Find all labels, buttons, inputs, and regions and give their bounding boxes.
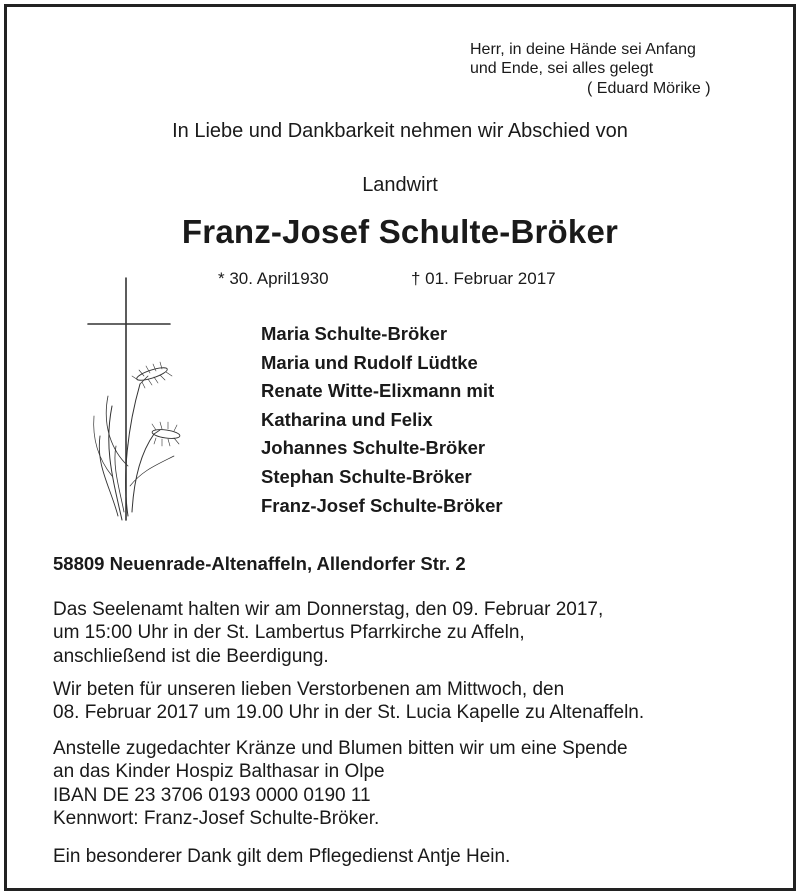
deceased-name: Franz-Josef Schulte-Bröker — [181, 213, 619, 250]
mourner-name: Renate Witte-Elixmann mit — [261, 380, 495, 402]
paragraph-line: Anstelle zugedachter Kränze und Blumen bitten wir um eine Spende — [53, 738, 628, 759]
paragraph-line: um 15:00 Uhr in der St. Lambertus Pfarrkirche zu Affeln, — [53, 622, 525, 644]
mourner-name: Maria Schulte-Bröker — [261, 323, 448, 344]
paragraph-line: anschließend ist die Beerdigung. — [53, 645, 329, 667]
intro-text: In Liebe und Dankbarkeit nehmen wir Abschied von — [172, 120, 628, 142]
death-date: † 01. Februar 2017 — [411, 269, 556, 288]
quote-author: ( Eduard Mörike ) — [587, 80, 711, 97]
paragraph-line: IBAN DE 23 3706 0193 0000 0190 11 — [53, 784, 371, 806]
mourner-name: Franz-Josef Schulte-Bröker — [261, 494, 503, 516]
mourner-name: Johannes Schulte-Bröker — [261, 437, 486, 459]
paragraph-line: 08. Februar 2017 um 19.00 Uhr in der St. Lucia Kapelle zu Altenaffeln. — [53, 702, 645, 724]
quote-line: und Ende, sei alles gelegt — [470, 60, 654, 77]
bible-quote — [470, 40, 696, 78]
quote-line: Herr, in deine Hände sei Anfang — [470, 41, 696, 58]
occupation: Landwirt — [362, 174, 438, 196]
birth-date: * 30. April1930 — [218, 269, 329, 288]
cross-with-wheat-icon — [82, 276, 192, 526]
paragraph-line: Kennwort: Franz-Josef Schulte-Bröker. — [53, 807, 380, 829]
family-address: 58809 Neuenrade-Altenaffeln, Allendorfer Str. 2 — [53, 553, 466, 574]
prayer-paragraph — [53, 678, 644, 725]
mourner-name: Maria und Rudolf Lüdtke — [261, 351, 478, 373]
thanks-paragraph — [53, 845, 510, 868]
funeral-mass-paragraph — [53, 598, 603, 668]
paragraph-line: Wir beten für unseren lieben Verstorbenen am Mittwoch, den — [53, 679, 565, 700]
mourners-list — [261, 320, 503, 520]
mourner-name: Stephan Schulte-Bröker — [261, 465, 472, 487]
mourner-name: Katharina und Felix — [261, 408, 433, 430]
paragraph-line: an das Kinder Hospiz Balthasar in Olpe — [53, 761, 385, 783]
paragraph-line: Ein besonderer Dank gilt dem Pflegedienst Antje Hein. — [53, 846, 511, 867]
donation-paragraph — [53, 737, 628, 830]
paragraph-line: Das Seelenamt halten wir am Donnerstag, den 09. Februar 2017, — [53, 599, 604, 620]
